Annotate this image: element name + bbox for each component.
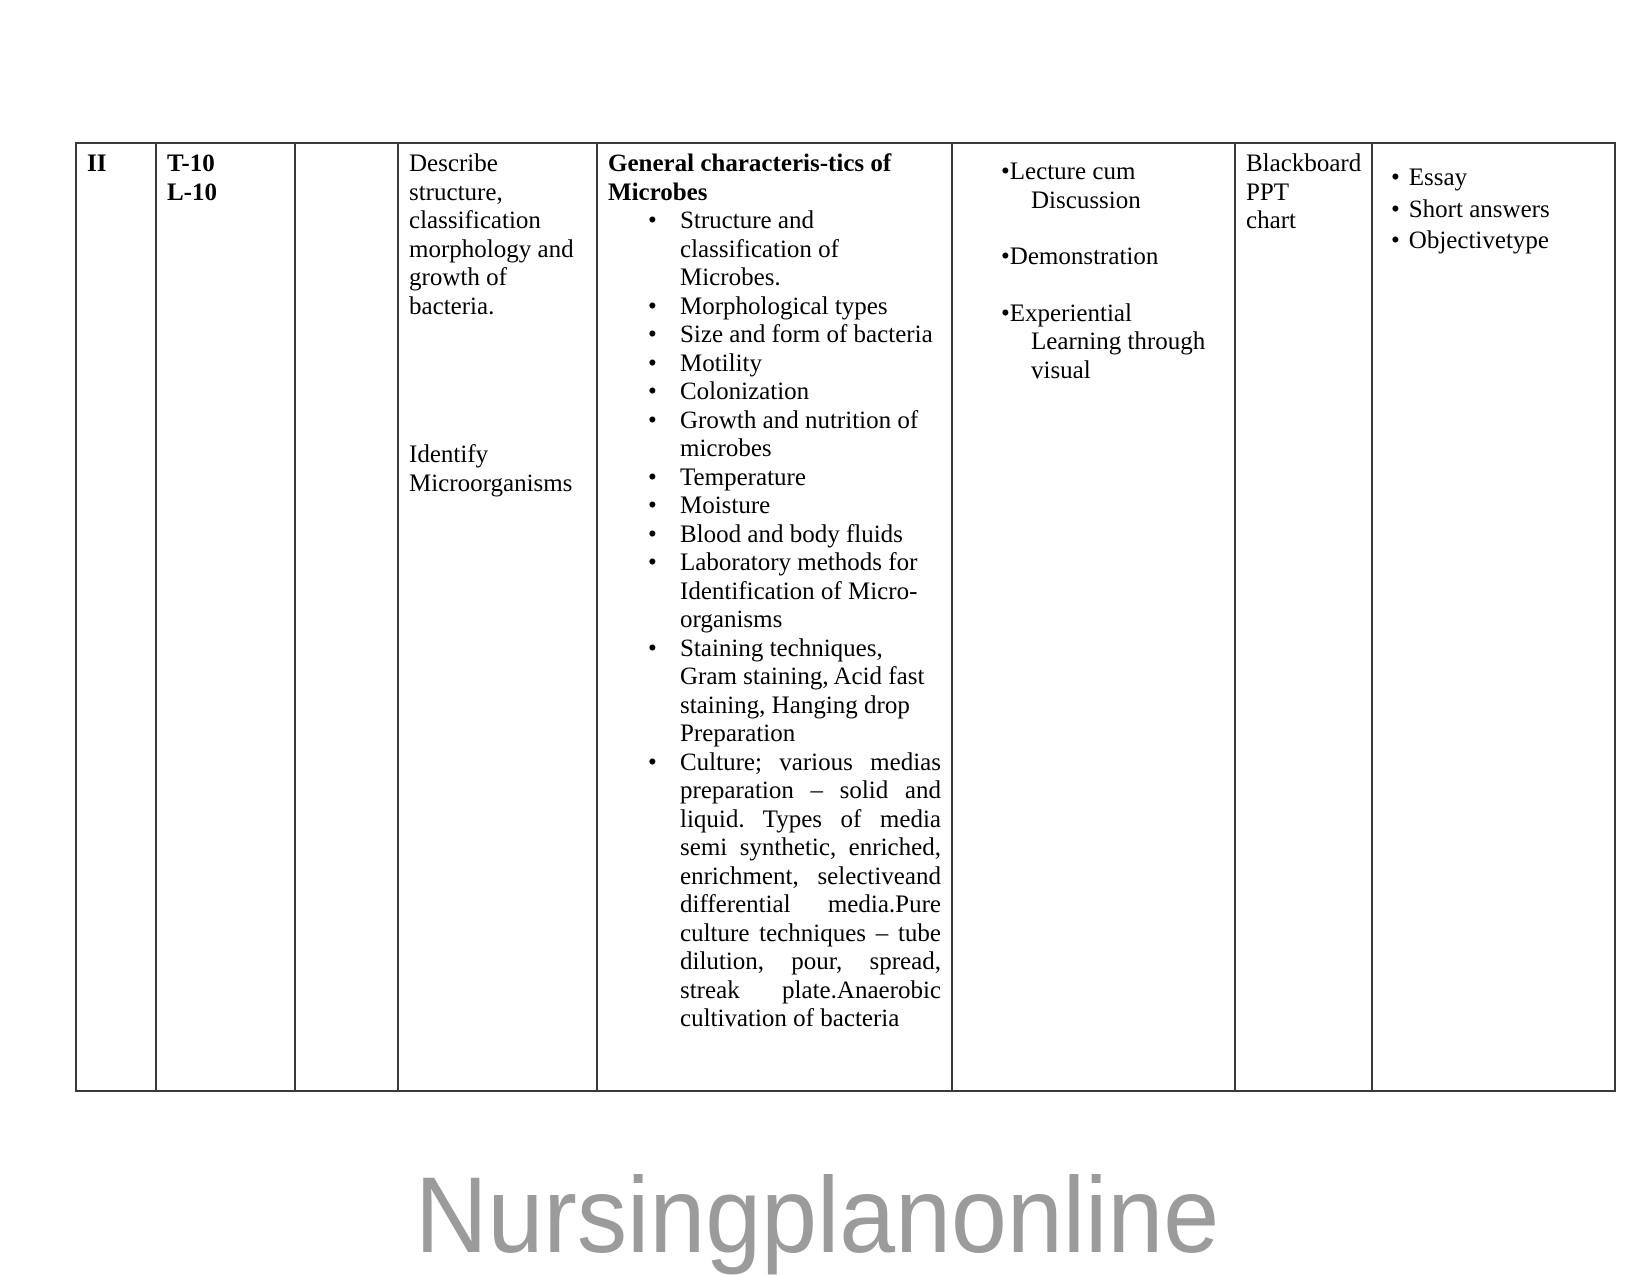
content-bullet-item	[648, 321, 941, 350]
teaching-method-text: Experiential Learning through visual	[1009, 299, 1206, 384]
teaching-method-text: Demonstration	[1009, 243, 1159, 270]
bullet-icon: •	[648, 378, 657, 405]
av-aids-cell	[1236, 144, 1373, 1090]
teaching-method-text: Lecture cum Discussion	[1009, 158, 1141, 214]
teaching-method-item	[1001, 243, 1224, 272]
hours-theory: T-10	[167, 150, 215, 177]
bullet-icon: •	[648, 463, 657, 491]
content-bullet-item	[648, 492, 941, 521]
av-aid-item: PPT	[1246, 178, 1290, 206]
content-bullet-text: Structure and classification of Microbes.	[680, 207, 839, 291]
bullet-icon: •	[1391, 227, 1400, 254]
assessment-item	[1391, 227, 1604, 256]
av-aid-item: chart	[1246, 207, 1296, 234]
assessment-item	[1391, 164, 1604, 193]
content-bullet-item	[648, 463, 941, 493]
content-bullet-item	[648, 378, 941, 407]
content-bullet-list	[608, 207, 941, 1034]
bullet-icon: •	[648, 748, 657, 776]
content-bullet-item	[648, 549, 941, 635]
bullet-icon: •	[648, 492, 657, 519]
content-title: General characteris-tics of Microbes	[608, 150, 892, 206]
assessment-cell	[1373, 144, 1614, 1090]
content-bullet-text: Motility	[680, 349, 762, 377]
content-bullet-text: Blood and body fluids	[680, 520, 903, 548]
teaching-methods-cell	[953, 144, 1236, 1090]
hours-lab: L-10	[167, 178, 217, 206]
bullet-icon: •	[1391, 164, 1400, 191]
content-cell	[598, 144, 953, 1090]
bullet-icon: •	[648, 520, 657, 548]
content-bullet-text: Staining techniques, Gram staining, Acid fast staining, Hanging drop Preparation	[680, 634, 925, 747]
content-bullet-item	[648, 349, 941, 379]
bullet-icon: •	[1001, 243, 1010, 270]
unit-cell	[77, 144, 157, 1090]
content-bullet-item	[648, 207, 941, 293]
bullet-icon: •	[648, 321, 657, 348]
bullet-icon: •	[1001, 158, 1010, 185]
content-bullet-text: Size and form of bacteria	[680, 321, 933, 348]
content-bullet-text: Culture; various medias preparation – solid and liquid. Types of media semi synthetic, enriched, enrichment, selectiveand differential media.Pure culture techniques – tube dilution, pour, spread, streak plate.Anaerobic cultivation of bacteria	[680, 748, 941, 1032]
objective-paragraph: Describe structure, classification morphology and growth of bacteria.	[409, 150, 574, 320]
empty-cell	[296, 144, 399, 1090]
assessment-text: Short answers	[1408, 195, 1550, 223]
content-bullet-item	[648, 406, 941, 464]
watermark: Nursingplanonline	[415, 1154, 1220, 1275]
assessment-item	[1391, 196, 1604, 225]
av-aid-item: Blackboard	[1246, 150, 1362, 177]
content-bullet-item	[648, 634, 941, 749]
bullet-icon: •	[648, 406, 657, 434]
content-bullet-text: Laboratory methods for Identification of Micro-organisms	[680, 549, 918, 633]
hours-cell	[157, 144, 296, 1090]
assessment-text: Essay	[1408, 164, 1468, 191]
bullet-icon: •	[648, 207, 657, 234]
content-bullet-item	[648, 748, 941, 1034]
content-bullet-item	[648, 520, 941, 550]
assessment-text: Objectivetype	[1408, 227, 1549, 254]
bullet-icon: •	[1391, 195, 1400, 223]
bullet-icon: •	[648, 292, 657, 320]
bullet-icon: •	[648, 634, 657, 662]
teaching-method-item	[1001, 300, 1224, 386]
unit-label: II	[87, 150, 107, 177]
bullet-icon: •	[648, 549, 657, 576]
objective-paragraph: Identify Microorganisms	[409, 441, 573, 497]
content-bullet-text: Temperature	[680, 463, 806, 491]
content-bullet-text: Morphological types	[680, 292, 888, 320]
content-bullet-text: Colonization	[680, 378, 810, 405]
content-bullet-text: Moisture	[680, 492, 771, 519]
objectives-cell	[399, 144, 598, 1090]
content-bullet-item	[648, 292, 941, 322]
teaching-method-item	[1001, 158, 1224, 215]
bullet-icon: •	[1001, 299, 1010, 327]
curriculum-table	[75, 142, 1616, 1092]
content-bullet-text: Growth and nutrition of microbes	[680, 406, 919, 462]
bullet-icon: •	[648, 349, 657, 377]
